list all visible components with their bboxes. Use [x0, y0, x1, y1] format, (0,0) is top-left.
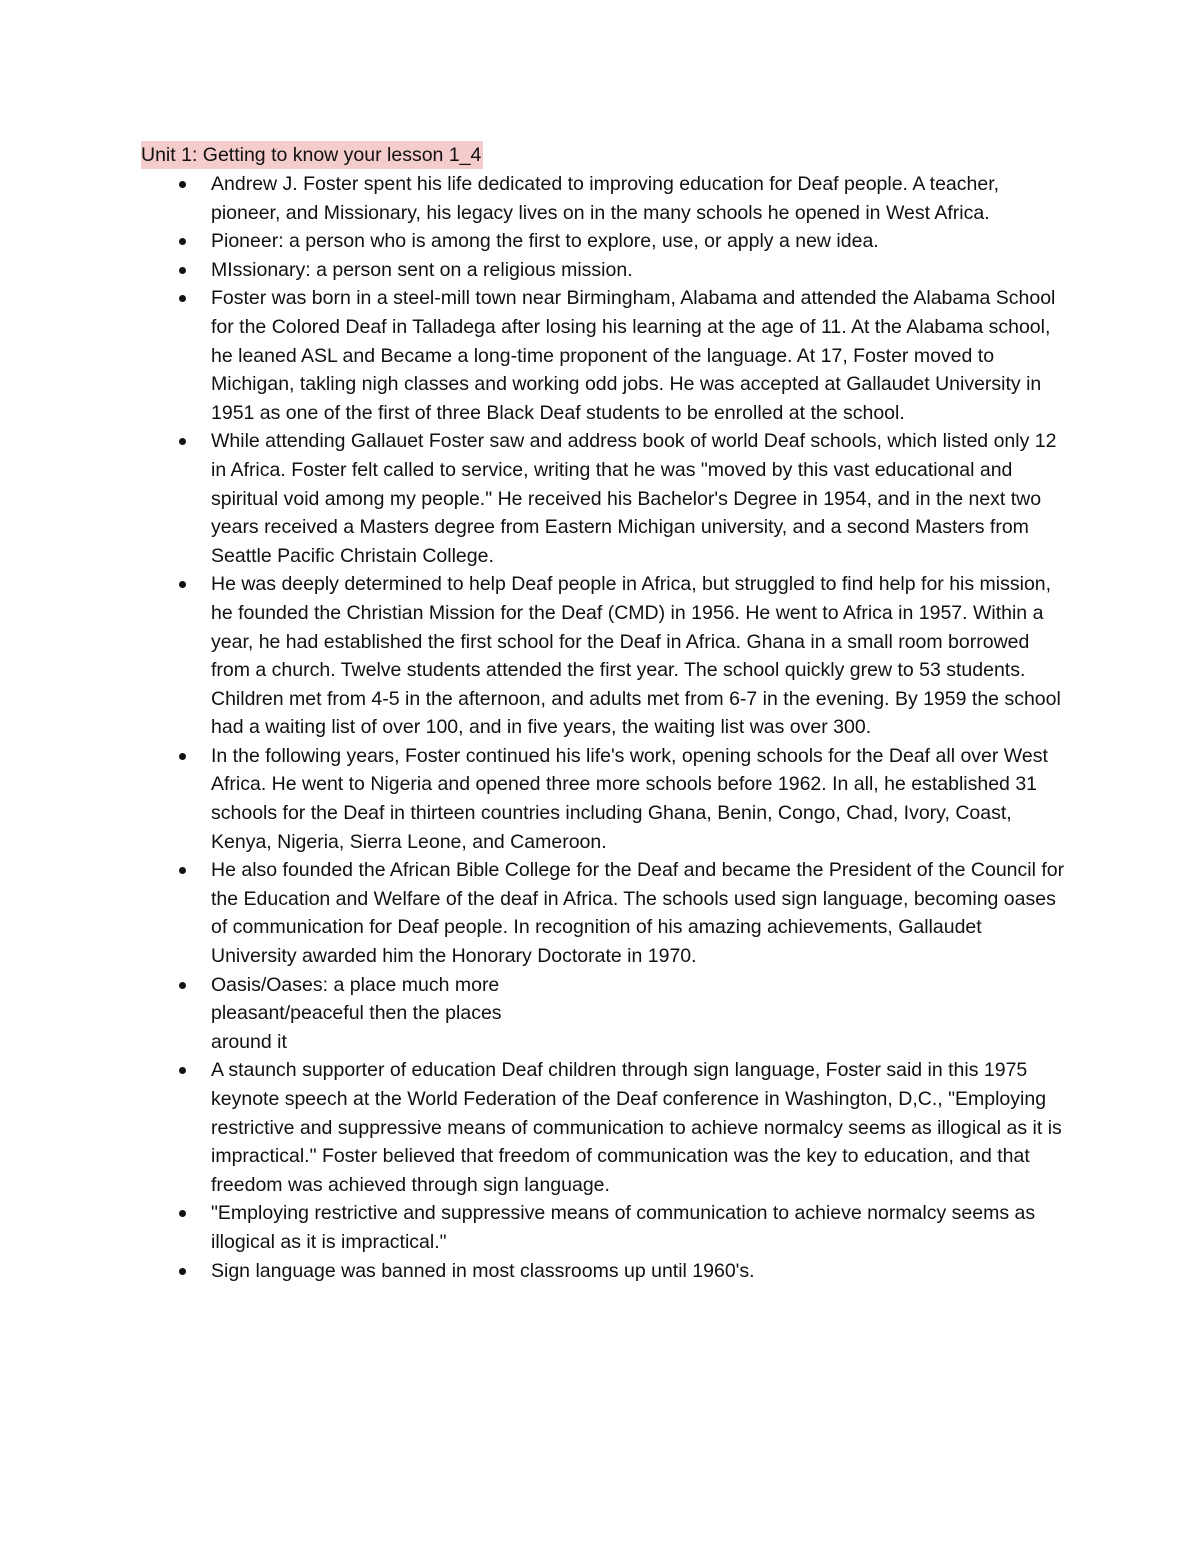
list-item-text: Foster was born in a steel-mill town near Birmingham, Alabama and attended the Alabama School for the Colored Deaf in Talladega after losing his learning at the age of 11. At the Alabama school, he leaned ASL and Became a long-time proponent of the language. At 17, Foster moved to Michigan, takling nigh classes and working odd jobs. He was accepted at Gallaudet University in 1951 as one of the first of three Black Deaf students to be enrolled at the school.	[211, 287, 1056, 424]
list-item	[211, 284, 1071, 427]
bullet-dot-icon	[179, 581, 186, 588]
page-title: Unit 1: Getting to know your lesson 1_4	[141, 141, 483, 169]
list-item-text: In the following years, Foster continued his life's work, opening schools for the Deaf all over West Africa. He went to Nigeria and opened three more schools before 1962. In all, he established 31 schools for the Deaf in thirteen countries including Ghana, Benin, Congo, Chad, Ivory, Coast, Kenya, Nigeria, Sierra Leone, and Cameroon.	[211, 744, 1048, 853]
bullet-dot-icon	[179, 982, 186, 989]
bullet-dot-icon	[179, 1268, 186, 1275]
list-item	[211, 1199, 1071, 1256]
bullet-dot-icon	[179, 753, 186, 760]
bullet-dot-icon	[179, 438, 186, 445]
list-item-text: He also founded the African Bible College for the Deaf and became the President of the Council for the Education and Welfare of the deaf in Africa. The schools used sign language, becoming oases of communication for Deaf people. In recognition of his amazing achievements, Gallaudet University awarded him the Honorary Doctorate in 1970.	[211, 859, 1065, 968]
bullet-dot-icon	[179, 267, 186, 274]
list-item	[211, 1056, 1071, 1199]
list-item-text: Oasis/Oases: a place much more pleasant/peaceful then the places around it	[211, 973, 502, 1053]
list-item	[211, 170, 1071, 227]
list-item-text: While attending Gallauet Foster saw and address book of world Deaf schools, which listed only 12 in Africa. Foster felt called to service, writing that he was "moved by this vast educational and spiritual void among my people." He received his Bachelor's Degree in 1954, and in the next two years received a Masters degree from Eastern Michigan university, and a second Masters from Seattle Pacific Christain College.	[211, 430, 1057, 567]
list-item-text: Sign language was banned in most classrooms up until 1960's.	[211, 1259, 755, 1282]
list-item	[211, 742, 1071, 856]
list-item	[211, 227, 1071, 256]
bullet-dot-icon	[179, 1067, 186, 1074]
list-item-text: Pioneer: a person who is among the first to explore, use, or apply a new idea.	[211, 230, 879, 253]
list-item	[211, 971, 1071, 1057]
list-item	[211, 570, 1071, 742]
list-item	[211, 856, 1071, 970]
list-item	[211, 1257, 1071, 1286]
list-item-text: A staunch supporter of education Deaf children through sign language, Foster said in this 1975 keynote speech at the World Federation of the Deaf conference in Washington, D,C., "Employing restrictive and suppressive means of communication to achieve normalcy seems as illogical as it is impractical." Foster believed that freedom of communication was the key to education, and that freedom was achieved through sign language.	[211, 1059, 1062, 1196]
list-item	[211, 427, 1071, 570]
bullet-dot-icon	[179, 238, 186, 245]
list-item-text: He was deeply determined to help Deaf people in Africa, but struggled to find help for his mission, he founded the Christian Mission for the Deaf (CMD) in 1956. He went to Africa in 1957. Within a year, he had established the first school for the Deaf in Africa. Ghana in a small room borrowed from a church. Twelve students attended the first year. The school quickly grew to 53 students. Children met from 4-5 in the afternoon, and adults met from 6-7 in the evening. By 1959 the school had a waiting list of over 100, and in five years, the waiting list was over 300.	[211, 573, 1061, 739]
list-item	[211, 256, 1071, 285]
bullet-dot-icon	[179, 1210, 186, 1217]
notes-list	[211, 170, 1071, 1285]
bullet-dot-icon	[179, 295, 186, 302]
list-item-text: MIssionary: a person sent on a religious mission.	[211, 258, 633, 281]
bullet-dot-icon	[179, 181, 186, 188]
list-item-text: Andrew J. Foster spent his life dedicated to improving education for Deaf people. A teacher, pioneer, and Missionary, his legacy lives on in the many schools he opened in West Africa.	[211, 173, 1000, 224]
list-item-text: "Employing restrictive and suppressive means of communication to achieve normalcy seems as illogical as it is impractical."	[211, 1202, 1036, 1253]
bullet-dot-icon	[179, 867, 186, 874]
